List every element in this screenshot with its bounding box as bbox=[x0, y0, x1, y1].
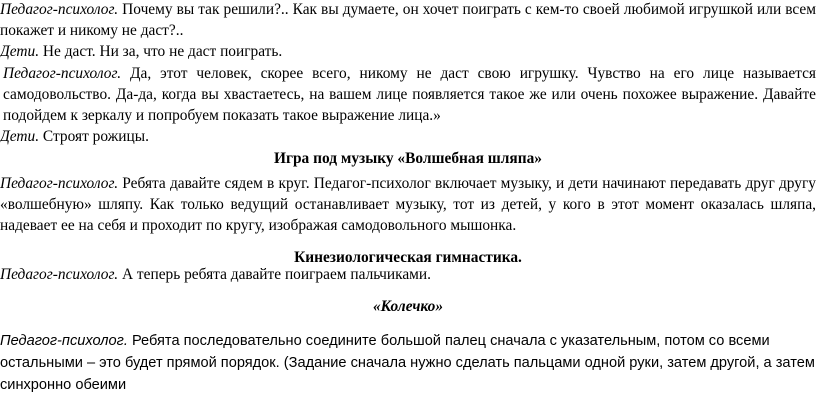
speaker-label: Педагог-психолог. bbox=[0, 175, 119, 192]
paragraph-text: Да, этот человек, скорее всего, никому не даст свою игрушку. Чувство на его лице называется самодовольство. Да-да, когда вы хвастаетесь, на вашем лице появляется такое же или очень похожее выражение. Давайте подойдем к зеркалу и попробуем показать такое выражение лица.» bbox=[3, 65, 816, 124]
speaker-label: Педагог-психолог. bbox=[0, 266, 119, 283]
paragraph-finger-play-intro bbox=[0, 264, 816, 285]
paragraph-text: Строят рожицы. bbox=[39, 128, 149, 145]
paragraph-text: Не даст. Ни за, что не даст поиграть. bbox=[39, 43, 283, 60]
speaker-label: Педагог-психолог. bbox=[0, 333, 128, 349]
paragraph-ring-instructions bbox=[0, 330, 816, 396]
paragraph-psychologist-explanation bbox=[0, 63, 816, 126]
paragraph-text: А теперь ребята давайте поиграем пальчиками. bbox=[118, 266, 431, 283]
speaker-label: Дети. bbox=[0, 128, 40, 145]
heading-ring-exercise: «Колечко» bbox=[372, 298, 444, 315]
speaker-label: Педагог-психолог. bbox=[0, 1, 119, 18]
paragraph-children-answer bbox=[0, 41, 816, 62]
paragraph-text: Ребята последовательно соедините большой палец сначала с указательным, потом со всеми остальными – это будет прямой порядок. (Задание сначала нужно сделать пальцами одной руки, затем другой, а затем синхронно обеими bbox=[0, 333, 815, 393]
paragraph-text: Почему вы так решили?.. Как вы думаете, он хочет поиграть с кем-то своей любимой игрушкой или всем покажет и никому не даст?.. bbox=[0, 1, 816, 39]
paragraph-children-action bbox=[0, 126, 816, 147]
speaker-label: Педагог-психолог. bbox=[3, 65, 122, 82]
heading-magic-hat-game: Игра под музыку «Волшебная шляпа» bbox=[274, 150, 542, 167]
paragraph-psychologist-question bbox=[0, 0, 816, 41]
speaker-label: Дети. bbox=[0, 43, 40, 60]
paragraph-text: Ребята давайте сядем в круг. Педагог-психолог включает музыку, и дети начинают передавать друг другу «волшебную» шляпу. Как только ведущий останавливает музыку, тот из детей, у кого в этот момент оказалась шляпа, надевает ее на себя и проходит по кругу, изображая самодовольного мышонка. bbox=[0, 175, 816, 234]
paragraph-game-description bbox=[0, 173, 816, 236]
heading-kinesiology-gymnastics: Кинезиологическая гимнастика. bbox=[294, 249, 522, 266]
